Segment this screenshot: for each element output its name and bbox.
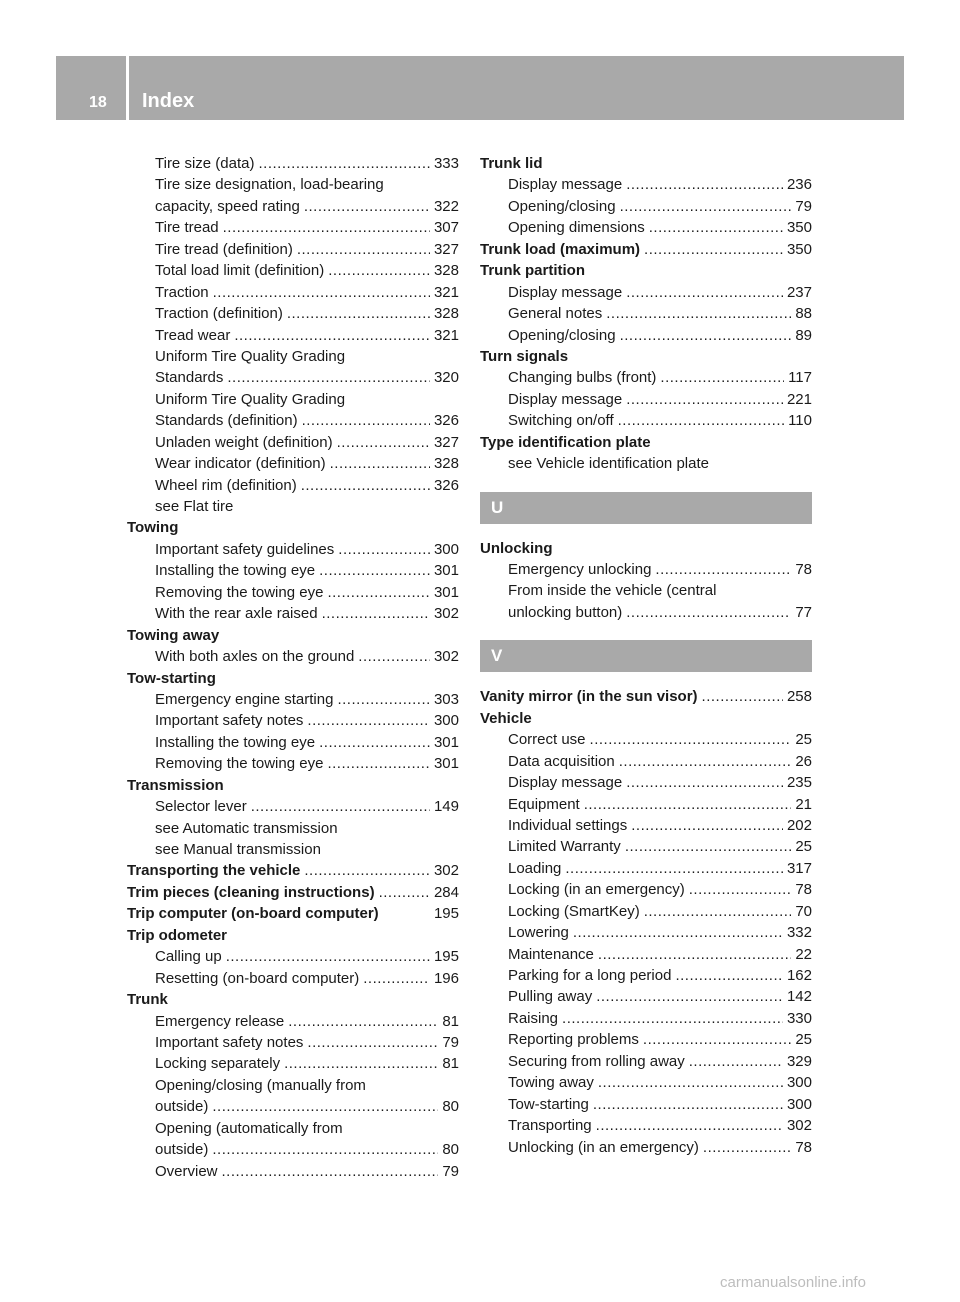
- index-entry-line[interactable]: Uniform Tire Quality Grading: [155, 347, 346, 365]
- index-cross-reference[interactable]: see Automatic transmission: [155, 819, 338, 837]
- index-entry[interactable]: Emergency unlocking ..... 78: [480, 559, 812, 580]
- page-number: 18: [89, 94, 107, 111]
- index-entry[interactable]: Lowering ..... 332: [480, 922, 812, 943]
- index-entry[interactable]: Opening/closing ..... 89: [480, 325, 812, 346]
- index-entry[interactable]: Display message ..... 235: [480, 772, 812, 793]
- index-entry-trim-pieces[interactable]: Trim pieces (cleaning instructions) ..... 284: [127, 882, 459, 903]
- index-entry[interactable]: Emergency engine starting ..... 303: [127, 689, 459, 710]
- index-entry[interactable]: Removing the towing eye ..... 301: [127, 582, 459, 603]
- index-entry[interactable]: Total load limit (definition) ..... 328: [127, 260, 459, 281]
- index-entry[interactable]: Calling up ..... 195: [127, 946, 459, 967]
- page-title: Index: [142, 90, 195, 112]
- index-entry[interactable]: Maintenance ..... 22: [480, 944, 812, 965]
- page-number-box: [56, 56, 126, 120]
- watermark: carmanualsonline.info: [720, 1274, 866, 1291]
- index-entry[interactable]: Opening/closing ..... 79: [480, 196, 812, 217]
- index-entry[interactable]: Pulling away ..... 142: [480, 986, 812, 1007]
- index-cross-reference[interactable]: see Flat tire: [155, 498, 234, 515]
- index-entry[interactable]: unlocking button) ..... 77: [480, 602, 812, 623]
- index-entry[interactable]: Changing bulbs (front) ..... 117: [480, 367, 812, 388]
- index-cross-reference[interactable]: see Manual transmission: [155, 841, 321, 858]
- index-entry[interactable]: outside) ..... 80: [127, 1096, 459, 1117]
- index-entry[interactable]: Tow-starting ..... 300: [480, 1094, 812, 1115]
- index-entry[interactable]: Equipment ..... 21: [480, 794, 812, 815]
- index-heading-vehicle: Vehicle: [480, 709, 532, 727]
- index-entry[interactable]: Limited Warranty ..... 25: [480, 836, 812, 857]
- index-entry[interactable]: Resetting (on-board computer) ..... 196: [127, 968, 459, 989]
- header-divider: [126, 56, 129, 120]
- index-entry[interactable]: Removing the towing eye ..... 301: [127, 753, 459, 774]
- index-heading-towing: Towing: [127, 519, 179, 537]
- index-entry-line[interactable]: From inside the vehicle (central: [508, 582, 717, 600]
- index-entry[interactable]: Selector lever ..... 149: [127, 796, 459, 817]
- index-entry-vanity-mirror[interactable]: Vanity mirror (in the sun visor) ..... 258: [480, 686, 812, 707]
- index-entry-trunk-load[interactable]: Trunk load (maximum) ..... 350: [480, 239, 812, 260]
- index-entry[interactable]: Important safety notes ..... 300: [127, 710, 459, 731]
- index-entry-line[interactable]: Tire size designation, load-bearing: [155, 176, 384, 194]
- index-entry[interactable]: Reporting problems ..... 25: [480, 1029, 812, 1050]
- index-entry[interactable]: Towing away ..... 300: [480, 1072, 812, 1093]
- index-entry-transporting[interactable]: Transporting the vehicle ..... 302: [127, 860, 459, 881]
- index-entry[interactable]: Traction ..... 321: [127, 282, 459, 303]
- index-heading-type-plate: Type identification plate: [480, 433, 651, 451]
- index-entry[interactable]: Tire tread ..... 307: [127, 217, 459, 238]
- index-column-left: [127, 153, 459, 1182]
- index-entry[interactable]: With the rear axle raised ..... 302: [127, 603, 459, 624]
- index-entry[interactable]: Locking (in an emergency) ..... 78: [480, 879, 812, 900]
- index-entry[interactable]: Wear indicator (definition) ..... 328: [127, 453, 459, 474]
- index-entry[interactable]: Individual settings ..... 202: [480, 815, 812, 836]
- index-entry[interactable]: Important safety guidelines ..... 300: [127, 539, 459, 560]
- index-entry[interactable]: Display message ..... 237: [480, 282, 812, 303]
- vehicle-entry-list: [480, 729, 812, 1158]
- index-entry[interactable]: Data acquisition ..... 26: [480, 751, 812, 772]
- letter-section-u: U: [480, 492, 812, 524]
- index-cross-reference[interactable]: see Vehicle identification plate: [508, 455, 709, 473]
- index-entry[interactable]: Securing from rolling away ..... 329: [480, 1051, 812, 1072]
- index-entry[interactable]: Unlocking (in an emergency) ..... 78: [480, 1137, 812, 1158]
- index-entry[interactable]: Correct use ..... 25: [480, 729, 812, 750]
- index-entry[interactable]: Traction (definition) ..... 328: [127, 303, 459, 324]
- index-heading-trunk: Trunk: [127, 991, 168, 1009]
- index-column-right: [480, 153, 812, 1158]
- index-entry[interactable]: Wheel rim (definition) ..... 326: [127, 475, 459, 496]
- index-entry[interactable]: Loading ..... 317: [480, 858, 812, 879]
- index-entry-line[interactable]: Uniform Tire Quality Grading: [155, 390, 346, 408]
- index-entry[interactable]: Tire size (data) ..... 333: [127, 153, 459, 174]
- index-entry[interactable]: Locking (SmartKey) ..... 70: [480, 901, 812, 922]
- index-heading-trip-odometer: Trip odometer: [127, 926, 228, 944]
- index-entry-line[interactable]: Opening/closing (manually from: [155, 1076, 366, 1094]
- index-entry[interactable]: Display message ..... 236: [480, 174, 812, 195]
- index-entry-trip-computer[interactable]: Trip computer (on-board computer) 195: [127, 905, 459, 923]
- index-heading-towing-away: Towing away: [127, 626, 220, 644]
- index-entry[interactable]: Display message ..... 221: [480, 389, 812, 410]
- index-entry[interactable]: Installing the towing eye ..... 301: [127, 732, 459, 753]
- index-heading-transmission: Transmission: [127, 776, 224, 794]
- page-header: [56, 56, 904, 120]
- index-heading-turn-signals: Turn signals: [480, 347, 569, 365]
- index-entry[interactable]: Transporting ..... 302: [480, 1115, 812, 1136]
- index-heading-trunk-partition: Trunk partition: [480, 262, 585, 280]
- index-entry[interactable]: capacity, speed rating ..... 322: [127, 196, 459, 217]
- index-entry-line[interactable]: Opening (automatically from: [155, 1119, 343, 1137]
- index-entry[interactable]: Standards ..... 320: [127, 367, 459, 388]
- index-heading-trunk-lid: Trunk lid: [480, 155, 543, 172]
- index-entry[interactable]: Unladen weight (definition) ..... 327: [127, 432, 459, 453]
- index-entry[interactable]: Tire tread (definition) ..... 327: [127, 239, 459, 260]
- index-entry[interactable]: Important safety notes ..... 79: [127, 1032, 459, 1053]
- index-entry[interactable]: Parking for a long period ..... 162: [480, 965, 812, 986]
- index-entry[interactable]: outside) ..... 80: [127, 1139, 459, 1160]
- index-entry[interactable]: Locking separately ..... 81: [127, 1053, 459, 1074]
- index-entry[interactable]: Installing the towing eye ..... 301: [127, 560, 459, 581]
- letter-section-v: V: [480, 640, 812, 672]
- index-entry[interactable]: Tread wear ..... 321: [127, 325, 459, 346]
- index-entry[interactable]: Overview ..... 79: [127, 1161, 459, 1182]
- index-entry[interactable]: Switching on/off ..... 110: [480, 410, 812, 431]
- index-entry[interactable]: Standards (definition) ..... 326: [127, 410, 459, 431]
- index-heading-unlocking: Unlocking: [480, 539, 553, 557]
- index-entry[interactable]: With both axles on the ground ..... 302: [127, 646, 459, 667]
- index-heading-tow-starting: Tow-starting: [127, 669, 216, 687]
- index-entry[interactable]: Emergency release ..... 81: [127, 1011, 459, 1032]
- index-entry[interactable]: General notes ..... 88: [480, 303, 812, 324]
- index-entry[interactable]: Opening dimensions ..... 350: [480, 217, 812, 238]
- index-entry[interactable]: Raising ..... 330: [480, 1008, 812, 1029]
